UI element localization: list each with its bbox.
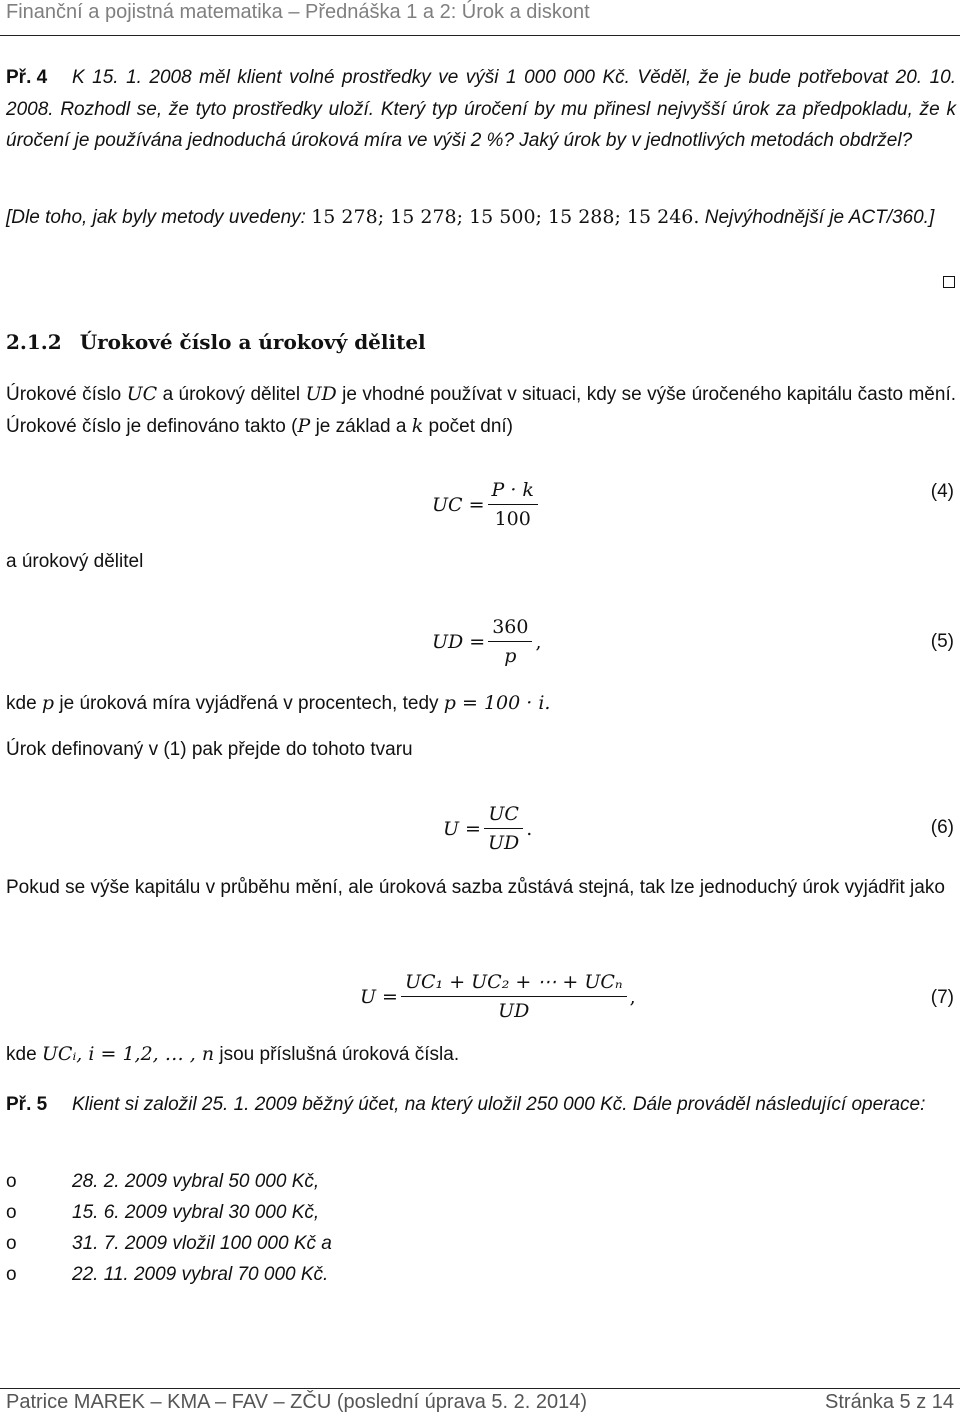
eq4-fraction bbox=[488, 478, 538, 531]
bullet-icon: o bbox=[6, 1171, 17, 1192]
example-4-answer bbox=[6, 202, 956, 234]
eq6-denominator: UD bbox=[487, 832, 520, 854]
text: Úrokové číslo bbox=[6, 384, 127, 405]
list-item bbox=[6, 1166, 606, 1197]
list-item-text: 31. 7. 2009 vložil 100 000 Kč a bbox=[72, 1233, 332, 1254]
eq6-tail: . bbox=[526, 817, 533, 840]
example-4-text: K 15. 1. 2008 měl klient volné prostředky ve výši 1 000 000 Kč. Věděl, že je bude potřebovat 20. 10. 2008. Rozhodl se, že tyto prostředky uloží. Který typ úročení by mu přinesl nejvyšší úrok za předpokladu, že k úročení je používána jednoduchá úroková míra ve výši 2 %? Jaký úrok by v jednotlivých metodách obdržel? bbox=[6, 67, 956, 151]
eq6-numerator: UC bbox=[484, 802, 523, 829]
paragraph-divisor-intro: a úrokový dělitel bbox=[6, 551, 144, 572]
eq7-denominator: UD bbox=[498, 1000, 530, 1022]
paragraph-interest-form: Úrok definovaný v (1) pak přejde do tohoto tvaru bbox=[6, 739, 413, 760]
text: je úroková míra vyjádřená v procentech, tedy bbox=[54, 693, 444, 714]
answer-values: 15 278; 15 278; 15 500; 15 288; 15 246. bbox=[311, 206, 700, 228]
eq7-numerator: UC₁ + UC₂ + ⋯ + UCₙ bbox=[401, 970, 627, 997]
section-heading bbox=[6, 330, 426, 354]
math-uc: UC bbox=[126, 383, 158, 405]
eq7-lhs: U = bbox=[360, 985, 398, 1008]
header-rule bbox=[0, 35, 960, 36]
section-title: Úrokové číslo a úrokový dělitel bbox=[79, 330, 426, 354]
example-5-label: Př. 5 bbox=[6, 1094, 48, 1115]
math-p: p bbox=[41, 692, 55, 714]
page-header-title: Finanční a pojistná matematika – Přednáška 1 a 2: Úrok a diskont bbox=[6, 1, 590, 23]
text: jsou příslušná úroková čísla. bbox=[214, 1044, 460, 1065]
equation-5 bbox=[432, 615, 542, 668]
bullet-icon: o bbox=[6, 1264, 17, 1285]
equation-7 bbox=[360, 970, 636, 1023]
equation-6-number: (6) bbox=[930, 817, 954, 838]
eq7-fraction bbox=[401, 970, 627, 1023]
eq4-lhs: UC = bbox=[432, 493, 485, 516]
paragraph-rate-note bbox=[6, 692, 550, 715]
bullet-icon: o bbox=[6, 1202, 17, 1223]
example-4-label: Př. 4 bbox=[6, 67, 48, 88]
bullet-icon: o bbox=[6, 1233, 17, 1254]
eq6-fraction bbox=[484, 802, 523, 855]
eq5-fraction bbox=[488, 615, 532, 668]
equation-7-number: (7) bbox=[930, 987, 954, 1008]
eq6-lhs: U = bbox=[443, 817, 481, 840]
text: kde bbox=[6, 693, 42, 714]
paragraph-interest-numbers bbox=[6, 1043, 459, 1066]
eq5-numerator: 360 bbox=[488, 615, 532, 642]
eq5-lhs: UD = bbox=[432, 630, 486, 653]
paragraph-variable-capital: Pokud se výše kapitálu v průběhu mění, ale úroková sazba zůstává stejná, tak lze jednoduchý úrok vyjádřit jako bbox=[6, 877, 945, 898]
list-item bbox=[6, 1259, 606, 1290]
list-item-text: 15. 6. 2009 vybral 30 000 Kč, bbox=[72, 1202, 320, 1223]
section-number: 2.1.2 bbox=[6, 330, 62, 354]
eq7-tail: , bbox=[629, 985, 636, 1008]
equation-6 bbox=[443, 802, 532, 855]
operations-list bbox=[6, 1166, 606, 1290]
paragraph-definition bbox=[6, 379, 956, 442]
equation-5-number: (5) bbox=[930, 631, 954, 652]
list-item-text: 28. 2. 2009 vybral 50 000 Kč, bbox=[72, 1171, 320, 1192]
footer-page-number: Stránka 5 z 14 bbox=[825, 1391, 954, 1413]
answer-intro: [Dle toho, jak byly metody uvedeny: bbox=[6, 207, 312, 228]
math-k: k bbox=[411, 414, 424, 437]
math-expression: p = 100 · i. bbox=[443, 692, 551, 714]
list-item bbox=[6, 1228, 606, 1259]
text: je základ a bbox=[310, 415, 412, 437]
footer-rule bbox=[0, 1388, 960, 1389]
eq5-tail: , bbox=[535, 630, 542, 653]
text: je vhodné používat v situaci, kdy se výše úročeného kapitálu často mění. Úrokové číslo je definováno takto ( bbox=[6, 384, 956, 437]
example-4 bbox=[6, 62, 956, 157]
example-5-text: Klient si založil 25. 1. 2009 běžný účet, na který uložil 250 000 Kč. Dále prováděl následující operace: bbox=[72, 1094, 926, 1115]
example-5 bbox=[6, 1089, 956, 1121]
text: počet dní) bbox=[423, 415, 513, 437]
text: a úrokový dělitel bbox=[157, 384, 306, 405]
math-p: P bbox=[297, 414, 311, 437]
eq5-denominator: p bbox=[504, 645, 517, 667]
footer-author: Patrice MAREK – KMA – FAV – ZČU (poslední úprava 5. 2. 2014) bbox=[6, 1391, 588, 1413]
answer-conclusion: Nejvýhodnější je ACT/360.] bbox=[699, 207, 935, 228]
eq4-denominator: 100 bbox=[494, 508, 531, 530]
math-expression: UCᵢ, i = 1,2, … , n bbox=[41, 1043, 215, 1065]
list-item-text: 22. 11. 2009 vybral 70 000 Kč. bbox=[72, 1264, 329, 1285]
math-ud: UD bbox=[305, 383, 337, 405]
end-of-example-square-icon bbox=[943, 276, 955, 288]
list-item bbox=[6, 1197, 606, 1228]
text: kde bbox=[6, 1044, 42, 1065]
eq4-numerator: P · k bbox=[488, 478, 538, 505]
equation-4-number: (4) bbox=[930, 481, 954, 502]
equation-4 bbox=[432, 478, 541, 531]
